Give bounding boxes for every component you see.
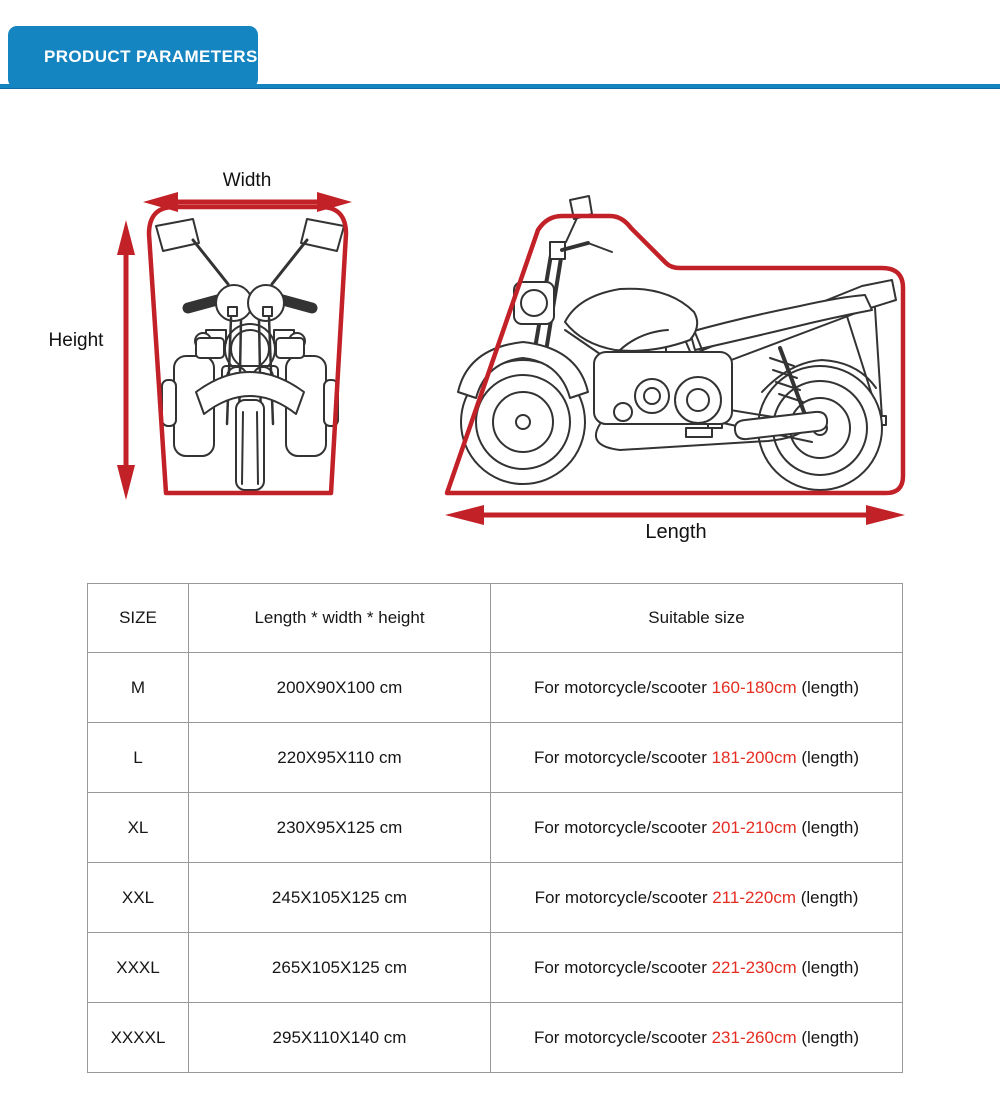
size-cell: L: [88, 723, 189, 793]
table-row-l: [88, 723, 903, 793]
suitable-cell: [491, 863, 903, 933]
size-cell: XXXL: [88, 933, 189, 1003]
dimensions-cell: 220X95X110 cm: [189, 723, 491, 793]
suitable-range: 181-200cm: [711, 747, 797, 767]
size-cell: XL: [88, 793, 189, 863]
suitable-suffix: (length): [796, 887, 859, 907]
size-cell: XXL: [88, 863, 189, 933]
size-table: [87, 583, 903, 1073]
suitable-suffix: (length): [796, 677, 860, 697]
suitable-range: 201-210cm: [711, 817, 797, 837]
height-arrow: [117, 220, 135, 500]
length-dimension-label: Length: [645, 521, 707, 543]
dimensions-cell: 230X95X125 cm: [189, 793, 491, 863]
width-dimension-label: Width: [222, 170, 272, 191]
dimensions-cell: 295X110X140 cm: [189, 1003, 491, 1073]
col-header-size: SIZE: [88, 584, 189, 653]
suitable-prefix: For motorcycle/scooter: [533, 817, 712, 837]
table-row-xxxxl: [88, 1003, 903, 1073]
suitable-cell: [491, 1003, 903, 1073]
suitable-range: 221-230cm: [711, 957, 797, 977]
suitable-cell: [491, 933, 903, 1003]
table-row-xxxl: [88, 933, 903, 1003]
side-motorcycle-art: [458, 196, 896, 490]
suitable-prefix: For motorcycle/scooter: [534, 887, 713, 907]
suitable-range: 231-260cm: [711, 1027, 797, 1047]
suitable-prefix: For motorcycle/scooter: [533, 1027, 712, 1047]
suitable-cell: [491, 723, 903, 793]
suitable-cell: [491, 653, 903, 723]
table-row-xl: [88, 793, 903, 863]
suitable-suffix: (length): [796, 957, 860, 977]
dimensions-cell: 265X105X125 cm: [189, 933, 491, 1003]
suitable-prefix: For motorcycle/scooter: [533, 747, 712, 767]
size-cell: M: [88, 653, 189, 723]
suitable-suffix: (length): [796, 747, 860, 767]
suitable-prefix: For motorcycle/scooter: [533, 957, 712, 977]
suitable-range: 160-180cm: [711, 677, 797, 697]
table-row-xxl: [88, 863, 903, 933]
dimensions-cell: 245X105X125 cm: [189, 863, 491, 933]
suitable-cell: [491, 793, 903, 863]
col-header-suitable: Suitable size: [491, 584, 903, 653]
col-header-dimensions: Length * width * height: [189, 584, 491, 653]
front-motorcycle-art: [156, 219, 344, 490]
suitable-prefix: For motorcycle/scooter: [533, 677, 712, 697]
suitable-suffix: (length): [796, 817, 860, 837]
table-row-m: [88, 653, 903, 723]
size-cell: XXXXL: [88, 1003, 189, 1073]
suitable-range: 211-220cm: [712, 887, 797, 907]
table-header-row: [88, 584, 903, 653]
suitable-suffix: (length): [796, 1027, 860, 1047]
dimensions-cell: 200X90X100 cm: [189, 653, 491, 723]
banner-label: PRODUCT PARAMETERS: [44, 47, 258, 66]
height-dimension-label: Height: [48, 330, 104, 351]
